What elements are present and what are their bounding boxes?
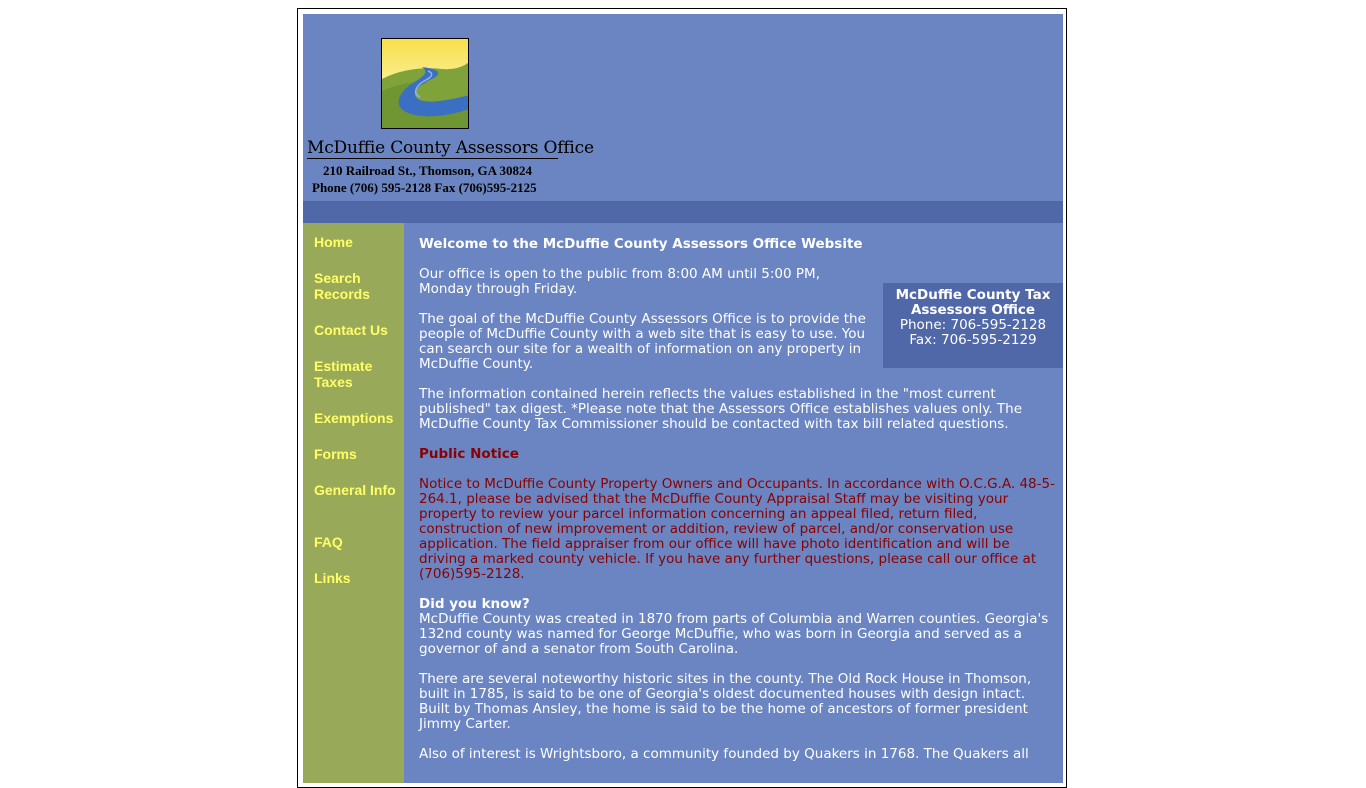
did-you-know-text: McDuffie County was created in 1870 from parts of Columbia and Warren counties. Georgia's 132nd county was named for George McDuffie, who was born in Georgia and served as a governor of and a senator from South Carolina. — [419, 611, 1049, 657]
contact-box-title: McDuffie County Tax Assessors Office — [895, 287, 1051, 318]
public-notice-heading: Public Notice — [419, 446, 519, 462]
welcome-heading: Welcome to the McDuffie County Assessors Office Website — [419, 236, 863, 252]
nav-contact-us[interactable]: Contact Us — [314, 322, 388, 338]
office-address: 210 Railroad St., Thomson, GA 30824 — [323, 163, 533, 178]
did-you-know-section — [419, 597, 1059, 657]
wrightsboro-text: Also of interest is Wrightsboro, a community founded by Quakers in 1768. The Quakers all — [419, 746, 1029, 762]
nav-links[interactable]: Links — [314, 570, 351, 586]
office-hours-text: Our office is open to the public from 8:00 AM until 5:00 PM, Monday through Friday. — [419, 266, 820, 297]
sidebar — [303, 223, 404, 783]
nav-search-records[interactable]: Search Records — [314, 270, 371, 302]
nav-faq[interactable]: FAQ — [314, 534, 343, 550]
information-text: The information contained herein reflects the values established in the "most current published" tax digest. *Please note that the Assessors Office establishes values only. The McDuffie County Tax Commissioner should be contacted with tax bill related questions. — [419, 386, 1023, 432]
contact-box-fax: Fax: 706-595-2129 — [909, 332, 1037, 348]
nav-home[interactable]: Home — [314, 234, 353, 250]
historic-sites-text: There are several noteworthy historic sites in the county. The Old Rock House in Thomson, built in 1785, is said to be one of Georgia's oldest documented houses with design intact. Built by Thomas Ansley, the home is said to be the home of ancestors of former president Jimmy Carter. — [419, 671, 1032, 732]
title-underline — [307, 158, 558, 159]
contact-info-box — [883, 283, 1063, 368]
main-content — [419, 237, 1059, 777]
public-notice-text: Notice to McDuffie County Property Owners and Occupants. In accordance with O.C.G.A. 48-5-264.1, please be advised that the McDuffie County Appraisal Staff may be visiting your property to review your parcel information concerning an appeal filed, return filed, construction of new improvement or addition, review of parcel, and/or conservation use application. The field appraiser from our office will have photo identification and will be driving a marked county vehicle. If you have any further questions, please call our office at (706)595-2128. — [419, 476, 1055, 582]
nav-general-info[interactable]: General Info — [314, 482, 396, 498]
nav-forms[interactable]: Forms — [314, 446, 357, 462]
goal-text: The goal of the McDuffie County Assessors Office is to provide the people of McDuffie County with a web site that is easy to use. You can search our site for a wealth of information on any property in McDuffie County. — [419, 311, 866, 372]
river-landscape-logo-icon — [381, 38, 469, 129]
contact-box-phone: Phone: 706-595-2128 — [899, 317, 1047, 333]
office-title: McDuffie County Assessors Office — [307, 138, 594, 158]
did-you-know-heading: Did you know? — [419, 596, 530, 612]
nav-exemptions[interactable]: Exemptions — [314, 410, 394, 426]
header-divider-strip — [303, 201, 1063, 223]
nav-estimate-taxes[interactable]: Estimate Taxes — [314, 358, 373, 390]
office-phone: Phone (706) 595-2128 Fax (706)595-2125 — [312, 180, 537, 195]
